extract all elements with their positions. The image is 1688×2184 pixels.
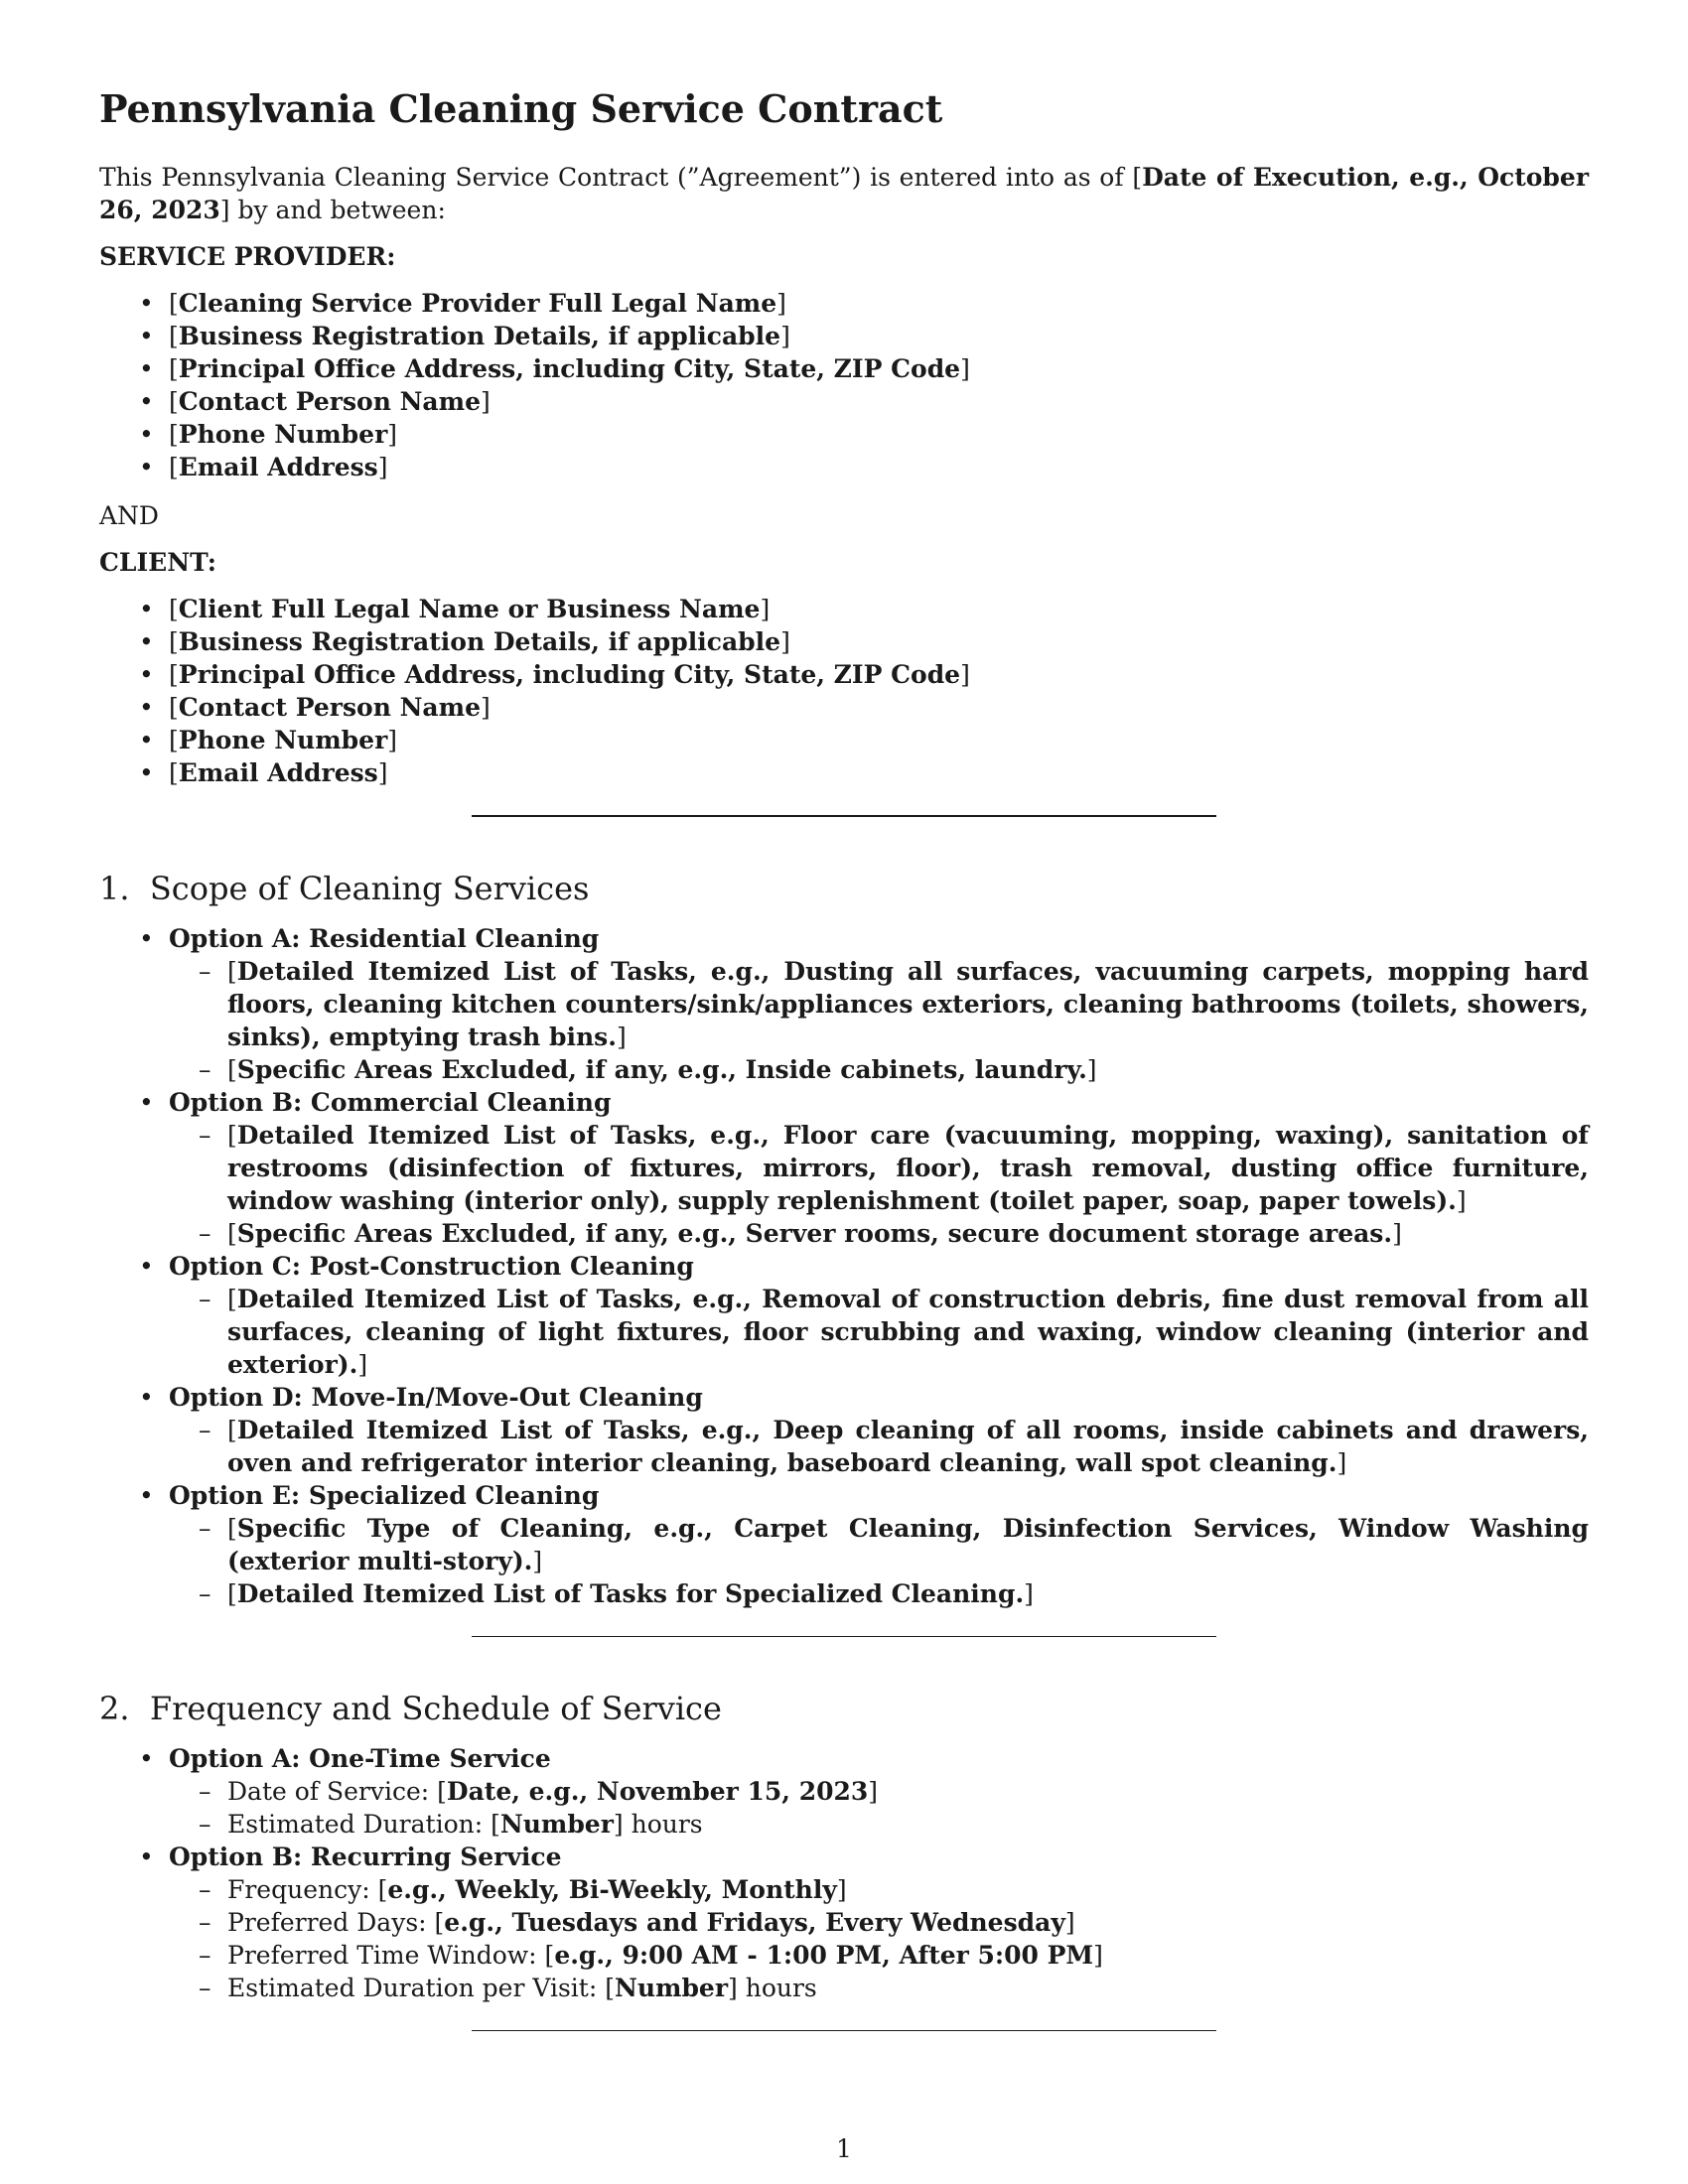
list-item: • [Business Registration Details, if applicable] <box>99 320 1589 352</box>
option-e-specialized: • Option E: Specialized Cleaning – [Specific Type of Cleaning, e.g., Carpet Cleaning, Disinfection Services, Window Washing (exterior multi-story).] – [Detailed Itemized List of Tasks for Specialized Cleaning.] <box>99 1479 1589 1610</box>
section-1-options <box>99 922 1589 1610</box>
list-item: • [Cleaning Service Provider Full Legal Name] <box>99 287 1589 320</box>
list-item: – Estimated Duration: [Number] hours <box>169 1808 1589 1841</box>
option-a-one-time: • Option A: One-Time Service – Date of Service: [Date, e.g., November 15, 2023] – Estimated Duration: [Number] hours <box>99 1742 1589 1841</box>
option-a-residential: • Option A: Residential Cleaning – [Detailed Itemized List of Tasks, e.g., Dusting all surfaces, vacuuming carpets, mopping hard floors, cleaning kitchen counters/sink/appliances exteriors, cleaning bathrooms (toilets, showers, sinks), emptying trash bins.] – [Specific Areas Excluded, if any, e.g., Inside cabinets, laundry.] <box>99 922 1589 1086</box>
list-item: – [Specific Areas Excluded, if any, e.g., Server rooms, secure document storage areas.] <box>169 1217 1589 1250</box>
list-item: – Estimated Duration per Visit: [Number] hours <box>169 1972 1589 2004</box>
page-number: 1 <box>836 2134 852 2163</box>
list-item: • [Business Registration Details, if applicable] <box>99 625 1589 658</box>
list-item: – [Detailed Itemized List of Tasks, e.g., Floor care (vacuuming, mopping, waxing), sanitation of restrooms (disinfection of fixtures, mirrors, floor), trash removal, dusting office furniture, window washing (interior only), supply replenishment (toilet paper, soap, paper towels).] <box>169 1119 1589 1217</box>
list-item: • [Email Address] <box>99 756 1589 789</box>
option-e-details <box>169 1512 1589 1610</box>
option-d-move-in-out: • Option D: Move-In/Move-Out Cleaning – [Detailed Itemized List of Tasks, e.g., Deep cleaning of all rooms, inside cabinets and drawers, oven and refrigerator interior cleaning, baseboard cleaning, wall spot cleaning.] <box>99 1381 1589 1479</box>
client-list <box>99 593 1589 789</box>
option-c-post-construction: • Option C: Post-Construction Cleaning – [Detailed Itemized List of Tasks, e.g., Removal of construction debris, fine dust removal from all surfaces, cleaning of light fixtures, floor scrubbing and waxing, window cleaning (interior and exterior).] <box>99 1250 1589 1381</box>
option-d-details <box>169 1414 1589 1479</box>
list-item: • [Phone Number] <box>99 418 1589 451</box>
intro-text-before: This Pennsylvania Cleaning Service Contract (”Agreement”) is entered into as of [ <box>99 163 1143 192</box>
list-item: • [Contact Person Name] <box>99 385 1589 418</box>
option-a-schedule <box>169 1775 1589 1841</box>
date-of-execution-placeholder: Date of Execution, e.g., October 26, 2023 <box>99 163 1589 224</box>
list-item: – [Detailed Itemized List of Tasks, e.g., Dusting all surfaces, vacuuming carpets, mopping hard floors, cleaning kitchen counters/sink/appliances exteriors, cleaning bathrooms (toilets, showers, sinks), emptying trash bins.] <box>169 955 1589 1053</box>
option-a-details <box>169 955 1589 1086</box>
list-item: – [Detailed Itemized List of Tasks for Specialized Cleaning.] <box>169 1577 1589 1610</box>
horizontal-rule <box>472 1636 1216 1637</box>
list-item: – [Specific Areas Excluded, if any, e.g., Inside cabinets, laundry.] <box>169 1053 1589 1086</box>
list-item: • [Principal Office Address, including City, State, ZIP Code] <box>99 352 1589 385</box>
option-b-schedule <box>169 1873 1589 2004</box>
list-item: – [Specific Type of Cleaning, e.g., Carpet Cleaning, Disinfection Services, Window Washing (exterior multi-story).] <box>169 1512 1589 1577</box>
list-item: – Date of Service: [Date, e.g., November 15, 2023] <box>169 1775 1589 1808</box>
service-provider-list <box>99 287 1589 483</box>
section-2-heading: 2. Frequency and Schedule of Service <box>99 1690 722 1727</box>
list-item: – Preferred Days: [e.g., Tuesdays and Fridays, Every Wednesday] <box>169 1906 1589 1939</box>
option-b-recurring: • Option B: Recurring Service – Frequency: [e.g., Weekly, Bi-Weekly, Monthly] – Preferred Days: [e.g., Tuesdays and Fridays, Every Wednesday] – Preferred Time Window: [e.g., 9:00 AM - 1:00 PM, After 5:00 PM] – Estimated Duration per Visit: [Number] hours <box>99 1841 1589 2004</box>
option-b-details <box>169 1119 1589 1250</box>
list-item: – Preferred Time Window: [e.g., 9:00 AM - 1:00 PM, After 5:00 PM] <box>169 1939 1589 1972</box>
and-separator: AND <box>99 501 159 530</box>
horizontal-rule <box>472 815 1216 817</box>
document-page <box>99 87 1589 2083</box>
list-item: • [Client Full Legal Name or Business Name] <box>99 593 1589 625</box>
section-1-heading: 1. Scope of Cleaning Services <box>99 870 590 907</box>
list-item: • [Phone Number] <box>99 724 1589 756</box>
document-title: Pennsylvania Cleaning Service Contract <box>99 86 943 131</box>
list-item: – [Detailed Itemized List of Tasks, e.g., Deep cleaning of all rooms, inside cabinets and drawers, oven and refrigerator interior cleaning, baseboard cleaning, wall spot cleaning.] <box>169 1414 1589 1479</box>
service-provider-label: SERVICE PROVIDER: <box>99 242 396 271</box>
horizontal-rule <box>472 2030 1216 2031</box>
section-2-options <box>99 1742 1589 2004</box>
option-b-commercial: • Option B: Commercial Cleaning – [Detailed Itemized List of Tasks, e.g., Floor care (vacuuming, mopping, waxing), sanitation of restrooms (disinfection of fixtures, mirrors, floor), trash removal, dusting office furniture, window washing (interior only), supply replenishment (toilet paper, soap, paper towels).] – [Specific Areas Excluded, if any, e.g., Server rooms, secure document storage areas.] <box>99 1086 1589 1250</box>
option-c-details <box>169 1283 1589 1381</box>
intro-text-after: ] by and between: <box>219 196 446 224</box>
client-label: CLIENT: <box>99 548 217 577</box>
list-item: • [Email Address] <box>99 451 1589 483</box>
list-item: – Frequency: [e.g., Weekly, Bi-Weekly, Monthly] <box>169 1873 1589 1906</box>
list-item: • [Principal Office Address, including City, State, ZIP Code] <box>99 658 1589 691</box>
intro-paragraph <box>99 161 1589 226</box>
list-item: • [Contact Person Name] <box>99 691 1589 724</box>
list-item: – [Detailed Itemized List of Tasks, e.g., Removal of construction debris, fine dust removal from all surfaces, cleaning of light fixtures, floor scrubbing and waxing, window cleaning (interior and exterior).] <box>169 1283 1589 1381</box>
